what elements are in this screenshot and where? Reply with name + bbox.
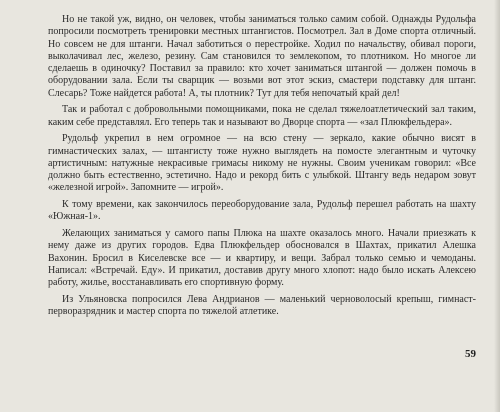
paragraph-1: Но не такой уж, видно, он человек, чтобы заниматься только самим собой. Однажды Рудольфа попросили посмотреть тренировки местных штангистов. Посмотрел. Зал в Доме спорта отличный. Но совсем не для штанги. Начал заботиться о перестройке. Ходил по начальству, обивал пороги, выколачивал лес, железо, резину. Сам становился то землекопом, то плотником. Но многое ли сделаешь в одиночку? Поставил за правило: кто хочет заниматься штангой — должен помочь в оборудовании зала. Если ты сварщик — возьми вот этот эскиз, смастери подставку для штанг. Слесарь? Тоже найдется работа! А, ты плотник? Тут для тебя непочатый край дел! [48, 14, 476, 99]
text-column [48, 14, 476, 323]
paragraph-2: Так и работал с добровольными помощниками, пока не сделал тяжелоатлетический зал таким, каким себе представлял. Его теперь так и называют во Дворце спорта — «зал Плюкфельдера». [48, 104, 476, 128]
paragraph-5: Желающих заниматься у самого папы Плюка на шахте оказалось много. Начали приезжать к нему даже из других городов. Едва Плюкфельдер обосновался в Шахтах, прикатил Алешка Вахонин. Бросил в Киселевске все — и квартиру, и вещи. Забрал только семью и чемоданы. Написал: «Встречай. Еду». И прикатил, доставив другу много хлопот: надо было искать Алексею работу, жилье, восстанавливать его спортивную форму. [48, 228, 476, 288]
page-edge-shadow [494, 0, 500, 412]
paragraph-4: К тому времени, как закончилось переоборудование зала, Рудольф перешел работать на шахту «Южная-1». [48, 199, 476, 223]
page-number: 59 [465, 348, 476, 360]
paragraph-6: Из Ульяновска попросился Лева Андрианов — маленький черноволосый крепыш, гимнаст-перворазрядник и мастер спорта по тяжелой атлетике. [48, 293, 476, 317]
paragraph-3: Рудольф укрепил в нем огромное — на всю стену — зеркало, какие обычно висят в гимнастических залах, — штангисту тоже нужно выглядеть на помосте элегантным и чуточку артистичным: натужные некрасивые гримасы никому не нужны. Своим ученикам говорил: «Все должно быть естественно, эстетично. Надо и рекорд бить с улыбкой. Штангу ведь недаром зовут «железной игрой». Запомните — игрой». [48, 133, 476, 194]
